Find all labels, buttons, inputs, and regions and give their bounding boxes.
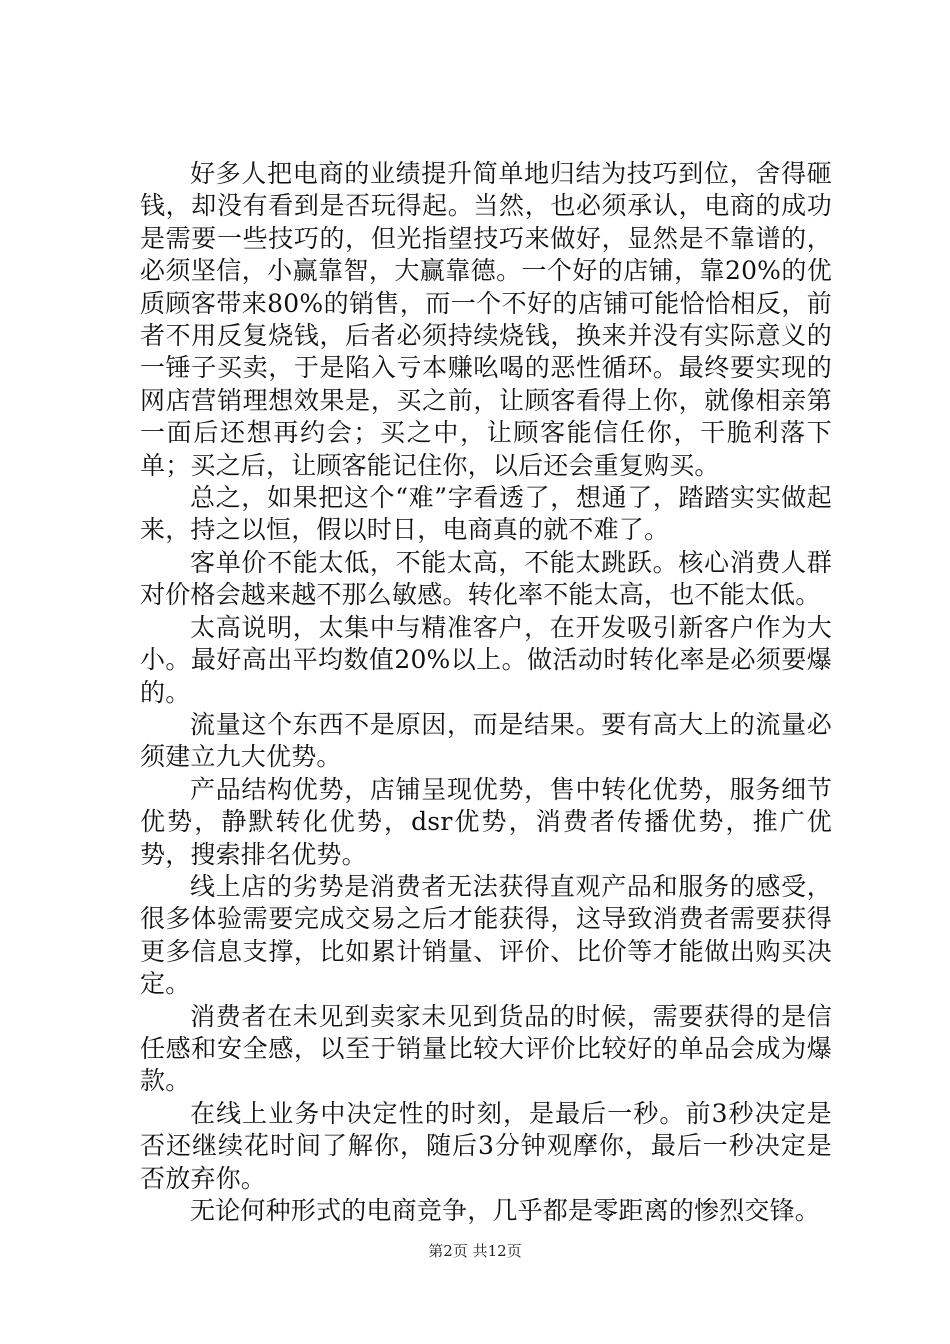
- paragraph: 产品结构优势，店铺呈现优势，售中转化优势，服务细节优势，静默转化优势，dsr优势，消费者传播优势，推广优势，搜索排名优势。: [140, 774, 832, 869]
- paragraph: 总之，如果把这个“难”字看透了，想通了，踏踏实实做起来，持之以恒，假以时日，电商真的就不难了。: [140, 483, 832, 545]
- page-footer: 第2页 共12页: [428, 1242, 522, 1260]
- paragraph: 线上店的劣势是消费者无法获得直观产品和服务的感受，很多体验需要完成交易之后才能获得，这导致消费者需要获得更多信息支撑，比如累计销量、评价、比价等才能做出购买决定。: [140, 871, 832, 999]
- paragraph: 好多人把电商的业绩提升简单地归结为技巧到位，舍得砸钱，却没有看到是否玩得起。当然，也必须承认，电商的成功是需要一些技巧的，但光指望技巧来做好，显然是不靠谱的，必须坚信，小赢靠智，大赢靠德。一个好的店铺，靠20%的优质顾客带来80%的销售，而一个不好的店铺可能恰恰相反，前者不用反复烧钱，后者必须持续烧钱，换来并没有实际意义的一锤子买卖，于是陷入亏本赚吆喝的恶性循环。最终要实现的网店营销理想效果是，买之前，让顾客看得上你，就像相亲第一面后还想再约会；买之中，让顾客能信任你，干脆利落下单；买之后，让顾客能记住你，以后还会重复购买。: [140, 159, 832, 480]
- paragraph: 流量这个东西不是原因，而是结果。要有高大上的流量必须建立九大优势。: [140, 709, 832, 772]
- paragraph: 客单价不能太低，不能太高，不能太跳跃。核心消费人群对价格会越来越不那么敏感。转化率不能太高，也不能太低。: [140, 547, 832, 610]
- paragraph: 太高说明，太集中与精准客户，在开发吸引新客户作为大小。最好高出平均数值20%以上。做活动时转化率是必须要爆的。: [140, 612, 832, 707]
- paragraph: 无论何种形式的电商竞争，几乎都是零距离的惨烈交锋。: [190, 1196, 821, 1225]
- document-body: [140, 158, 832, 1227]
- paragraph: 消费者在未见到卖家未见到货品的时候，需要获得的是信任感和安全感，以至于销量比较大评价比较好的单品会成为爆款。: [140, 1001, 832, 1096]
- paragraph: 在线上业务中决定性的时刻，是最后一秒。前3秒决定是否还继续花时间了解你，随后3分钟观摩你，最后一秒决定是否放弃你。: [140, 1098, 832, 1193]
